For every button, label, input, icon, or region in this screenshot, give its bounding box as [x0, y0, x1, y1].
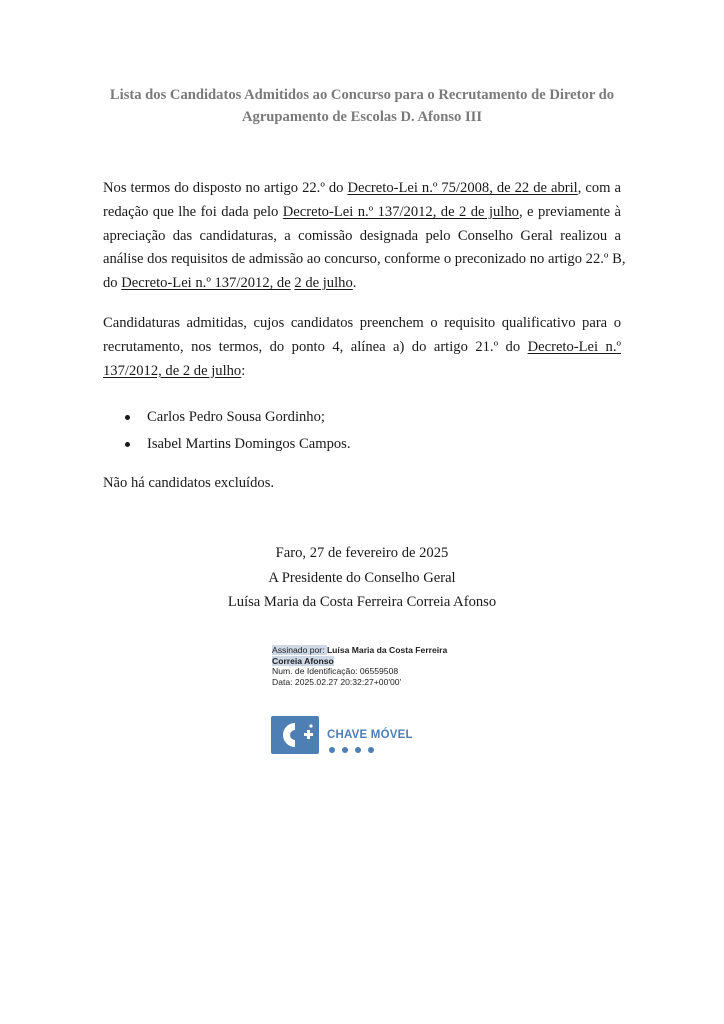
digital-signature-stamp — [272, 645, 447, 687]
signatory-role: A Presidente do Conselho Geral — [268, 569, 456, 586]
document-title — [60, 84, 664, 128]
text-fragment: : — [241, 362, 246, 379]
link-decreto-lei-137-2012-b[interactable]: Decreto-Lei n.º 137/2012, de — [121, 275, 291, 292]
candidate-list — [122, 404, 351, 458]
dot-icon — [355, 747, 361, 753]
link-2-de-julho[interactable]: 2 de julho — [294, 275, 353, 292]
stamp-date-line: Data: 2025.02.27 20:32:27+00'00' — [272, 676, 402, 687]
text-fragment: do — [103, 275, 122, 292]
list-item: Carlos Pedro Sousa Gordinho; — [122, 404, 351, 431]
text-fragment: redação que lhe foi dada pelo — [103, 203, 283, 220]
signed-by-name-2: Correia Afonso — [272, 655, 334, 666]
excluded-note: Não há candidatos excluídos. — [103, 475, 275, 491]
paragraph1-line-3: apreciação das candidaturas, a comissão designada pelo Conselho Geral realizou a — [103, 227, 621, 244]
signed-by-label: Assinado por: — [272, 645, 327, 655]
paragraph2-line-3 — [103, 360, 621, 384]
title-line-1: Lista dos Candidatos Admitidos ao Concurso para o Recrutamento de Diretor do — [109, 87, 615, 103]
link-decreto-lei-75-2008[interactable]: Decreto-Lei n.º 75/2008, de 22 de abril — [347, 180, 578, 196]
text-fragment: recrutamento, nos termos, do ponto 4, alínea a) do artigo 21.º do — [103, 338, 528, 355]
chave-movel-logo — [271, 716, 411, 756]
chave-movel-icon — [271, 716, 319, 754]
title-line-2: Agrupamento de Escolas D. Afonso III — [241, 109, 482, 125]
stamp-line-2 — [272, 656, 447, 667]
link-decreto-lei-137-2012[interactable]: Decreto-Lei n.º 137/2012, de 2 de julho — [282, 203, 519, 220]
signature-block — [0, 541, 724, 615]
logo-text: CHAVE MÓVEL — [327, 729, 413, 741]
paragraph-legal-basis — [103, 177, 626, 296]
place-date: Faro, 27 de fevereiro de 2025 — [275, 545, 449, 561]
dot-icon — [342, 747, 348, 753]
signatory-name: Luísa Maria da Costa Ferreira Correia Afonso — [227, 594, 497, 610]
dot-icon — [368, 747, 374, 753]
key-c-icon — [271, 716, 319, 754]
text-fragment: , e previamente à — [518, 203, 621, 220]
stamp-id-line: Num. de Identificação: 06559508 — [272, 666, 399, 677]
paragraph1-line-1 — [103, 177, 621, 201]
link-137-2012-de-2-de-julho[interactable]: 137/2012, de 2 de julho — [103, 362, 242, 379]
text-fragment: . — [352, 275, 357, 292]
link-decreto-lei-c[interactable]: Decreto-Lei n.º — [527, 338, 621, 355]
paragraph1-line-2 — [103, 201, 621, 225]
list-item: Isabel Martins Domingos Campos. — [122, 431, 351, 458]
signed-by-name-1: Luísa Maria da Costa Ferreira — [326, 645, 448, 655]
text-fragment: Nos termos do disposto no artigo 22.º do — [103, 180, 348, 196]
dot-icon — [329, 747, 335, 753]
stamp-line-1 — [272, 645, 447, 656]
paragraph-admitted — [103, 312, 621, 383]
logo-dots — [329, 747, 374, 753]
paragraph2-line-1: Candidaturas admitidas, cujos candidatos preenchem o requisito qualificativo para o — [103, 315, 621, 331]
paragraph1-line-4: análise dos requisitos de admissão ao concurso, conforme o preconizado no artigo 22.º B, — [103, 251, 626, 268]
paragraph1-line-5 — [103, 272, 621, 296]
text-fragment: , com a — [577, 180, 621, 196]
paragraph2-line-2 — [103, 336, 621, 360]
